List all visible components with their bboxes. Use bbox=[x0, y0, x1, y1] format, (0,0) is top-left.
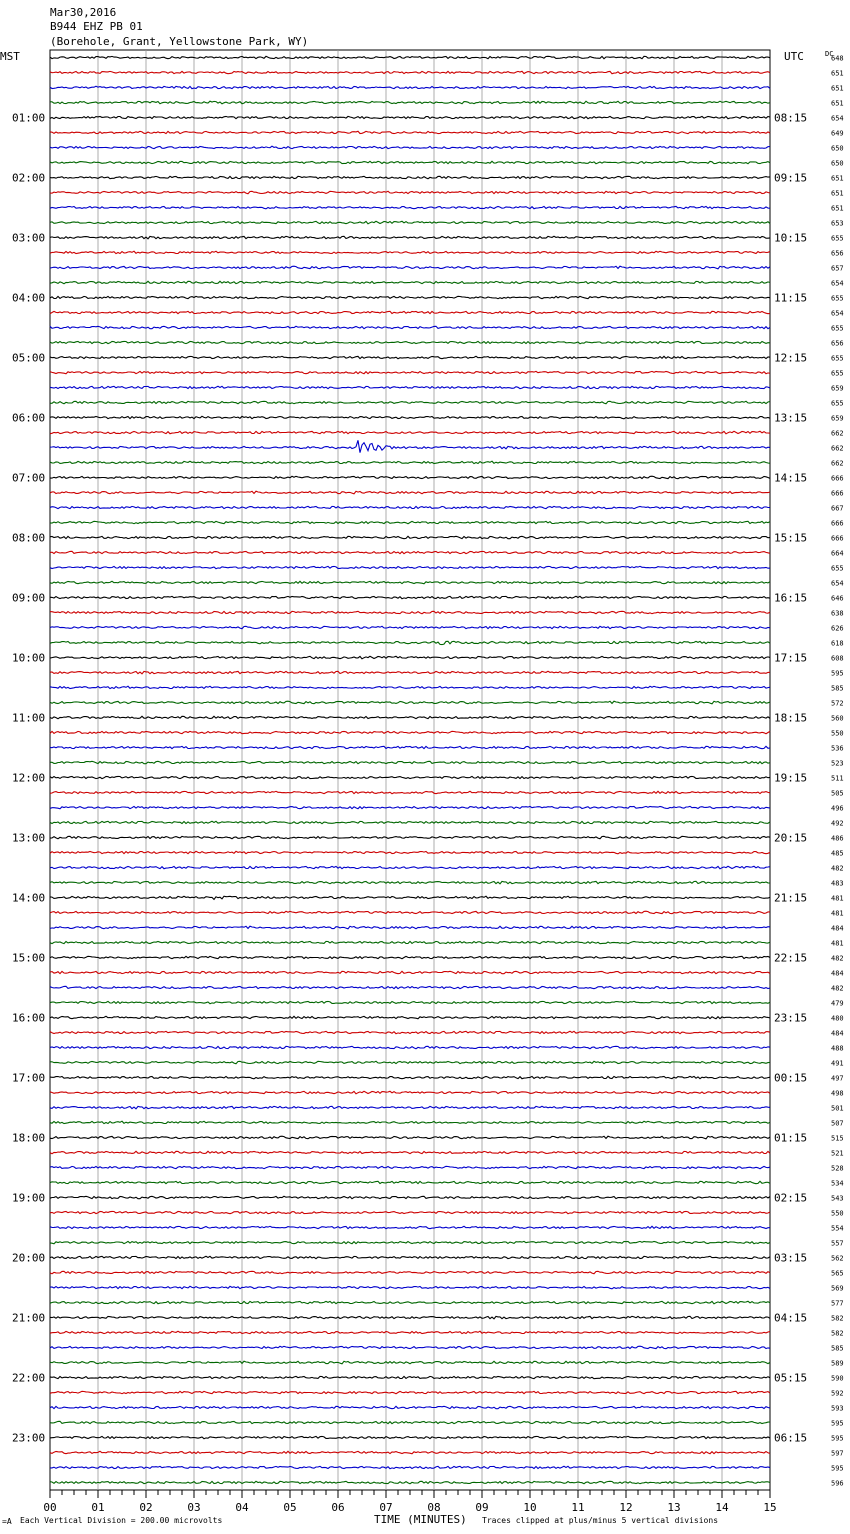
dc-offset-27: 662 bbox=[831, 459, 844, 468]
utc-label-14: 21:15 bbox=[774, 891, 808, 905]
dc-offset-62: 482 bbox=[831, 984, 844, 993]
trace-row-10 bbox=[50, 206, 770, 208]
mst-label-9: 09:00 bbox=[12, 591, 46, 605]
dc-offset-51: 492 bbox=[831, 819, 844, 828]
x-tick-label-7: 07 bbox=[379, 1501, 393, 1514]
mst-label-12: 12:00 bbox=[12, 771, 46, 785]
trace-row-46 bbox=[50, 746, 770, 748]
x-axis-title: TIME (MINUTES) bbox=[374, 1513, 467, 1526]
mst-label-15: 15:00 bbox=[12, 951, 46, 965]
utc-label-11: 18:15 bbox=[774, 711, 808, 725]
trace-row-13 bbox=[50, 251, 770, 253]
dc-offset-74: 528 bbox=[831, 1164, 844, 1173]
dc-offset-20: 655 bbox=[831, 354, 844, 363]
chart-location: (Borehole, Grant, Yellowstone Park, WY) bbox=[50, 35, 309, 48]
dc-offset-4: 654 bbox=[831, 114, 844, 123]
trace-row-32 bbox=[50, 536, 770, 538]
trace-row-37 bbox=[50, 611, 770, 613]
trace-row-64 bbox=[50, 1016, 770, 1019]
trace-row-54 bbox=[50, 866, 770, 869]
dc-offset-52: 486 bbox=[831, 834, 844, 843]
trace-group bbox=[50, 56, 770, 1483]
dc-offset-78: 554 bbox=[831, 1224, 844, 1233]
x-tick-label-0: 00 bbox=[43, 1501, 57, 1514]
trace-row-6 bbox=[50, 146, 770, 149]
utc-label-23: 06:15 bbox=[774, 1431, 808, 1445]
dc-offset-61: 484 bbox=[831, 969, 844, 978]
trace-row-93 bbox=[50, 1451, 770, 1454]
x-tick-label-2: 02 bbox=[139, 1501, 153, 1514]
trace-row-53 bbox=[50, 851, 770, 854]
trace-row-82 bbox=[50, 1286, 770, 1289]
dc-offset-76: 543 bbox=[831, 1194, 844, 1203]
clip-note: Traces clipped at plus/minus 5 vertical divisions bbox=[482, 1516, 719, 1525]
dc-offset-30: 667 bbox=[831, 504, 844, 513]
dc-offset-32: 666 bbox=[831, 534, 844, 543]
trace-row-29 bbox=[50, 491, 770, 494]
trace-row-91 bbox=[50, 1421, 770, 1423]
x-tick-label-13: 13 bbox=[667, 1501, 681, 1514]
trace-row-14 bbox=[50, 266, 770, 269]
dc-offset-55: 483 bbox=[831, 879, 844, 888]
trace-row-31 bbox=[50, 521, 770, 523]
utc-label-17: 00:15 bbox=[774, 1071, 808, 1085]
dc-offset-48: 511 bbox=[831, 774, 844, 783]
utc-label-4: 11:15 bbox=[774, 291, 808, 305]
mst-labels bbox=[12, 112, 45, 1445]
scale-mark: =A bbox=[2, 1517, 12, 1526]
trace-row-75 bbox=[50, 1181, 770, 1183]
right-axis-label: UTC bbox=[784, 50, 804, 63]
x-tick-label-14: 14 bbox=[715, 1501, 729, 1514]
utc-label-3: 10:15 bbox=[774, 231, 808, 245]
dc-offset-93: 597 bbox=[831, 1449, 844, 1458]
dc-offset-37: 638 bbox=[831, 609, 844, 618]
chart-date: Mar30,2016 bbox=[50, 6, 117, 19]
plot-frame bbox=[50, 50, 770, 1490]
x-tick-label-11: 11 bbox=[571, 1501, 585, 1514]
utc-label-19: 02:15 bbox=[774, 1191, 808, 1205]
trace-row-27 bbox=[50, 461, 770, 463]
trace-row-59 bbox=[50, 941, 770, 943]
trace-row-77 bbox=[50, 1211, 770, 1213]
dc-offset-72: 515 bbox=[831, 1134, 844, 1143]
mst-label-14: 14:00 bbox=[12, 891, 46, 905]
trace-row-8 bbox=[50, 176, 770, 178]
trace-row-33 bbox=[50, 551, 770, 553]
trace-row-4 bbox=[50, 116, 770, 118]
trace-row-72 bbox=[50, 1136, 770, 1139]
dc-offset-18: 655 bbox=[831, 324, 844, 333]
trace-row-76 bbox=[50, 1196, 770, 1198]
trace-row-1 bbox=[50, 71, 770, 73]
dc-offset-26: 662 bbox=[831, 444, 844, 453]
utc-label-5: 12:15 bbox=[774, 351, 808, 365]
trace-row-38 bbox=[50, 626, 770, 628]
trace-row-63 bbox=[50, 1001, 770, 1003]
utc-label-20: 03:15 bbox=[774, 1251, 808, 1265]
trace-row-92 bbox=[50, 1436, 770, 1438]
dc-offset-94: 595 bbox=[831, 1464, 844, 1473]
dc-offset-69: 498 bbox=[831, 1089, 844, 1098]
trace-row-40 bbox=[50, 656, 770, 659]
trace-row-0 bbox=[50, 56, 770, 58]
utc-label-9: 16:15 bbox=[774, 591, 808, 605]
dc-offset-2: 651 bbox=[831, 84, 844, 93]
utc-label-2: 09:15 bbox=[774, 171, 808, 185]
trace-row-19 bbox=[50, 341, 770, 343]
dc-offset-63: 479 bbox=[831, 999, 844, 1008]
dc-offset-44: 560 bbox=[831, 714, 844, 723]
dc-offset-40: 608 bbox=[831, 654, 844, 663]
trace-row-30 bbox=[50, 506, 770, 508]
utc-label-13: 20:15 bbox=[774, 831, 808, 845]
dc-offset-15: 654 bbox=[831, 279, 844, 288]
dc-offset-81: 565 bbox=[831, 1269, 844, 1278]
dc-offset-80: 562 bbox=[831, 1254, 844, 1263]
utc-label-8: 15:15 bbox=[774, 531, 808, 545]
dc-offset-91: 595 bbox=[831, 1419, 844, 1428]
mst-label-10: 10:00 bbox=[12, 651, 46, 665]
mst-label-22: 22:00 bbox=[12, 1371, 46, 1385]
trace-row-66 bbox=[50, 1046, 770, 1048]
trace-row-67 bbox=[50, 1061, 770, 1063]
dc-offset-14: 657 bbox=[831, 264, 844, 273]
trace-row-81 bbox=[50, 1271, 770, 1273]
utc-label-6: 13:15 bbox=[774, 411, 808, 425]
dc-offset-84: 582 bbox=[831, 1314, 844, 1323]
dc-offset-88: 590 bbox=[831, 1374, 844, 1383]
dc-offset-90: 593 bbox=[831, 1404, 844, 1413]
dc-offset-21: 655 bbox=[831, 369, 844, 378]
trace-row-73 bbox=[50, 1151, 770, 1153]
x-tick-label-10: 10 bbox=[523, 1501, 537, 1514]
dc-offset-8: 651 bbox=[831, 174, 844, 183]
dc-offset-82: 569 bbox=[831, 1284, 844, 1293]
dc-offset-75: 534 bbox=[831, 1179, 844, 1188]
trace-row-48 bbox=[50, 776, 770, 778]
dc-offset-41: 595 bbox=[831, 669, 844, 678]
trace-row-70 bbox=[50, 1106, 770, 1109]
x-tick-label-4: 04 bbox=[235, 1501, 249, 1514]
mst-label-5: 05:00 bbox=[12, 351, 46, 365]
dc-offset-70: 501 bbox=[831, 1104, 844, 1113]
trace-row-60 bbox=[50, 956, 770, 958]
trace-row-5 bbox=[50, 131, 770, 133]
x-tick-label-12: 12 bbox=[619, 1501, 633, 1514]
trace-row-62 bbox=[50, 986, 770, 988]
dc-offset-65: 484 bbox=[831, 1029, 844, 1038]
utc-labels bbox=[774, 112, 807, 1445]
trace-row-16 bbox=[50, 296, 770, 298]
dc-offset-87: 589 bbox=[831, 1359, 844, 1368]
chart-station: B944 EHZ PB 01 bbox=[50, 20, 143, 33]
mst-label-11: 11:00 bbox=[12, 711, 46, 725]
dc-offset-58: 484 bbox=[831, 924, 844, 933]
dc-offset-45: 550 bbox=[831, 729, 844, 738]
dc-offset-57: 481 bbox=[831, 909, 844, 918]
trace-row-74 bbox=[50, 1166, 770, 1168]
dc-offset-labels bbox=[831, 55, 844, 1488]
dc-offset-85: 582 bbox=[831, 1329, 844, 1338]
mst-label-3: 03:00 bbox=[12, 231, 46, 245]
utc-label-15: 22:15 bbox=[774, 951, 808, 965]
dc-offset-33: 664 bbox=[831, 549, 844, 558]
trace-row-2 bbox=[50, 86, 770, 89]
dc-offset-67: 491 bbox=[831, 1059, 844, 1068]
trace-row-28 bbox=[50, 476, 770, 479]
trace-row-79 bbox=[50, 1241, 770, 1244]
utc-label-7: 14:15 bbox=[774, 471, 808, 485]
trace-row-49 bbox=[50, 791, 770, 793]
dc-offset-17: 654 bbox=[831, 309, 844, 318]
mst-label-7: 07:00 bbox=[12, 471, 46, 485]
mst-label-8: 08:00 bbox=[12, 531, 46, 545]
scale-text: Each Vertical Division = 200.00 microvolts bbox=[20, 1516, 223, 1525]
mst-label-2: 02:00 bbox=[12, 171, 46, 185]
dc-offset-71: 507 bbox=[831, 1119, 844, 1128]
trace-row-18 bbox=[50, 326, 770, 328]
dc-offset-77: 550 bbox=[831, 1209, 844, 1218]
trace-row-11 bbox=[50, 221, 770, 224]
dc-offset-49: 505 bbox=[831, 789, 844, 798]
dc-offset-12: 655 bbox=[831, 234, 844, 243]
trace-row-17 bbox=[50, 311, 770, 313]
dc-offset-43: 572 bbox=[831, 699, 844, 708]
dc-offset-16: 655 bbox=[831, 294, 844, 303]
dc-offset-5: 649 bbox=[831, 129, 844, 138]
trace-row-39 bbox=[50, 641, 770, 644]
dc-offset-83: 577 bbox=[831, 1299, 844, 1308]
dc-offset-79: 557 bbox=[831, 1239, 844, 1248]
dc-offset-56: 481 bbox=[831, 894, 844, 903]
trace-row-88 bbox=[50, 1376, 770, 1378]
trace-row-22 bbox=[50, 386, 770, 388]
dc-offset-38: 626 bbox=[831, 624, 844, 633]
mst-label-21: 21:00 bbox=[12, 1311, 46, 1325]
dc-offset-68: 497 bbox=[831, 1074, 844, 1083]
trace-row-24 bbox=[50, 416, 770, 419]
dc-offset-53: 485 bbox=[831, 849, 844, 858]
dc-offset-42: 585 bbox=[831, 684, 844, 693]
trace-row-3 bbox=[50, 101, 770, 104]
trace-row-83 bbox=[50, 1301, 770, 1304]
dc-offset-35: 654 bbox=[831, 579, 844, 588]
mst-label-4: 04:00 bbox=[12, 291, 46, 305]
dc-offset-66: 488 bbox=[831, 1044, 844, 1053]
utc-label-22: 05:15 bbox=[774, 1371, 808, 1385]
dc-offset-95: 596 bbox=[831, 1479, 844, 1488]
dc-offset-11: 653 bbox=[831, 219, 844, 228]
trace-row-41 bbox=[50, 671, 770, 674]
dc-column-label: DC bbox=[825, 50, 834, 58]
trace-row-51 bbox=[50, 821, 770, 823]
trace-row-9 bbox=[50, 191, 770, 193]
dc-offset-64: 480 bbox=[831, 1014, 844, 1023]
dc-offset-0: 648 bbox=[831, 54, 844, 63]
trace-row-47 bbox=[50, 761, 770, 763]
trace-row-43 bbox=[50, 701, 770, 704]
dc-offset-1: 651 bbox=[831, 69, 844, 78]
x-tick-label-15: 15 bbox=[763, 1501, 777, 1514]
trace-row-12 bbox=[50, 236, 770, 239]
x-tick-label-6: 06 bbox=[331, 1501, 345, 1514]
utc-label-21: 04:15 bbox=[774, 1311, 808, 1325]
mst-label-16: 16:00 bbox=[12, 1011, 46, 1025]
mst-label-19: 19:00 bbox=[12, 1191, 46, 1205]
mst-label-13: 13:00 bbox=[12, 831, 46, 845]
trace-row-78 bbox=[50, 1226, 770, 1228]
grid-lines bbox=[50, 50, 770, 1490]
dc-offset-47: 523 bbox=[831, 759, 844, 768]
trace-row-44 bbox=[50, 716, 770, 718]
trace-row-84 bbox=[50, 1316, 770, 1319]
trace-row-34 bbox=[50, 566, 770, 568]
dc-offset-3: 651 bbox=[831, 99, 844, 108]
trace-row-71 bbox=[50, 1121, 770, 1123]
x-tick-label-5: 05 bbox=[283, 1501, 297, 1514]
mst-label-20: 20:00 bbox=[12, 1251, 46, 1265]
dc-offset-34: 655 bbox=[831, 564, 844, 573]
dc-offset-89: 592 bbox=[831, 1389, 844, 1398]
dc-offset-25: 662 bbox=[831, 429, 844, 438]
x-axis bbox=[43, 1490, 776, 1514]
trace-row-36 bbox=[50, 596, 770, 598]
dc-offset-73: 521 bbox=[831, 1149, 844, 1158]
dc-offset-50: 496 bbox=[831, 804, 844, 813]
dc-offset-6: 650 bbox=[831, 144, 844, 153]
trace-row-85 bbox=[50, 1331, 770, 1333]
trace-row-69 bbox=[50, 1091, 770, 1094]
dc-offset-29: 666 bbox=[831, 489, 844, 498]
trace-row-23 bbox=[50, 401, 770, 403]
trace-row-35 bbox=[50, 581, 770, 584]
utc-label-1: 08:15 bbox=[774, 111, 808, 125]
trace-row-50 bbox=[50, 806, 770, 809]
dc-offset-54: 482 bbox=[831, 864, 844, 873]
x-tick-label-9: 09 bbox=[475, 1501, 489, 1514]
trace-row-55 bbox=[50, 881, 770, 884]
dc-offset-23: 655 bbox=[831, 399, 844, 408]
dc-offset-46: 536 bbox=[831, 744, 844, 753]
trace-row-57 bbox=[50, 911, 770, 914]
dc-offset-86: 585 bbox=[831, 1344, 844, 1353]
trace-row-42 bbox=[50, 686, 770, 688]
left-axis-label: MST bbox=[0, 50, 20, 63]
x-tick-label-1: 01 bbox=[91, 1501, 105, 1514]
utc-label-12: 19:15 bbox=[774, 771, 808, 785]
mst-label-1: 01:00 bbox=[12, 111, 46, 125]
trace-row-94 bbox=[50, 1466, 770, 1468]
mst-label-18: 18:00 bbox=[12, 1131, 46, 1145]
dc-offset-13: 656 bbox=[831, 249, 844, 258]
dc-offset-7: 650 bbox=[831, 159, 844, 168]
utc-label-16: 23:15 bbox=[774, 1011, 808, 1025]
dc-offset-36: 646 bbox=[831, 594, 844, 603]
trace-row-68 bbox=[50, 1076, 770, 1078]
x-tick-label-3: 03 bbox=[187, 1501, 201, 1514]
dc-offset-92: 595 bbox=[831, 1434, 844, 1443]
dc-offset-60: 482 bbox=[831, 954, 844, 963]
dc-offset-39: 618 bbox=[831, 639, 844, 648]
trace-row-90 bbox=[50, 1406, 770, 1408]
trace-row-95 bbox=[50, 1481, 770, 1483]
mst-label-17: 17:00 bbox=[12, 1071, 46, 1085]
dc-offset-59: 481 bbox=[831, 939, 844, 948]
trace-row-7 bbox=[50, 161, 770, 163]
trace-row-80 bbox=[50, 1256, 770, 1258]
trace-row-21 bbox=[50, 371, 770, 374]
trace-row-25 bbox=[50, 431, 770, 434]
dc-offset-31: 666 bbox=[831, 519, 844, 528]
dc-offset-24: 659 bbox=[831, 414, 844, 423]
trace-row-56 bbox=[50, 896, 770, 899]
utc-label-10: 17:15 bbox=[774, 651, 808, 665]
dc-offset-19: 656 bbox=[831, 339, 844, 348]
x-tick-label-8: 08 bbox=[427, 1501, 441, 1514]
dc-offset-9: 651 bbox=[831, 189, 844, 198]
trace-row-86 bbox=[50, 1346, 770, 1349]
dc-offset-28: 666 bbox=[831, 474, 844, 483]
trace-row-65 bbox=[50, 1031, 770, 1033]
trace-row-87 bbox=[50, 1361, 770, 1364]
mst-label-23: 23:00 bbox=[12, 1431, 46, 1445]
trace-row-15 bbox=[50, 281, 770, 283]
trace-row-61 bbox=[50, 971, 770, 973]
mst-label-6: 06:00 bbox=[12, 411, 46, 425]
utc-label-18: 01:15 bbox=[774, 1131, 808, 1145]
dc-offset-22: 659 bbox=[831, 384, 844, 393]
trace-row-45 bbox=[50, 731, 770, 733]
trace-row-89 bbox=[50, 1391, 770, 1393]
trace-row-26 bbox=[50, 440, 770, 452]
dc-offset-10: 651 bbox=[831, 204, 844, 213]
trace-row-58 bbox=[50, 926, 770, 929]
trace-row-52 bbox=[50, 836, 770, 838]
trace-row-20 bbox=[50, 356, 770, 358]
